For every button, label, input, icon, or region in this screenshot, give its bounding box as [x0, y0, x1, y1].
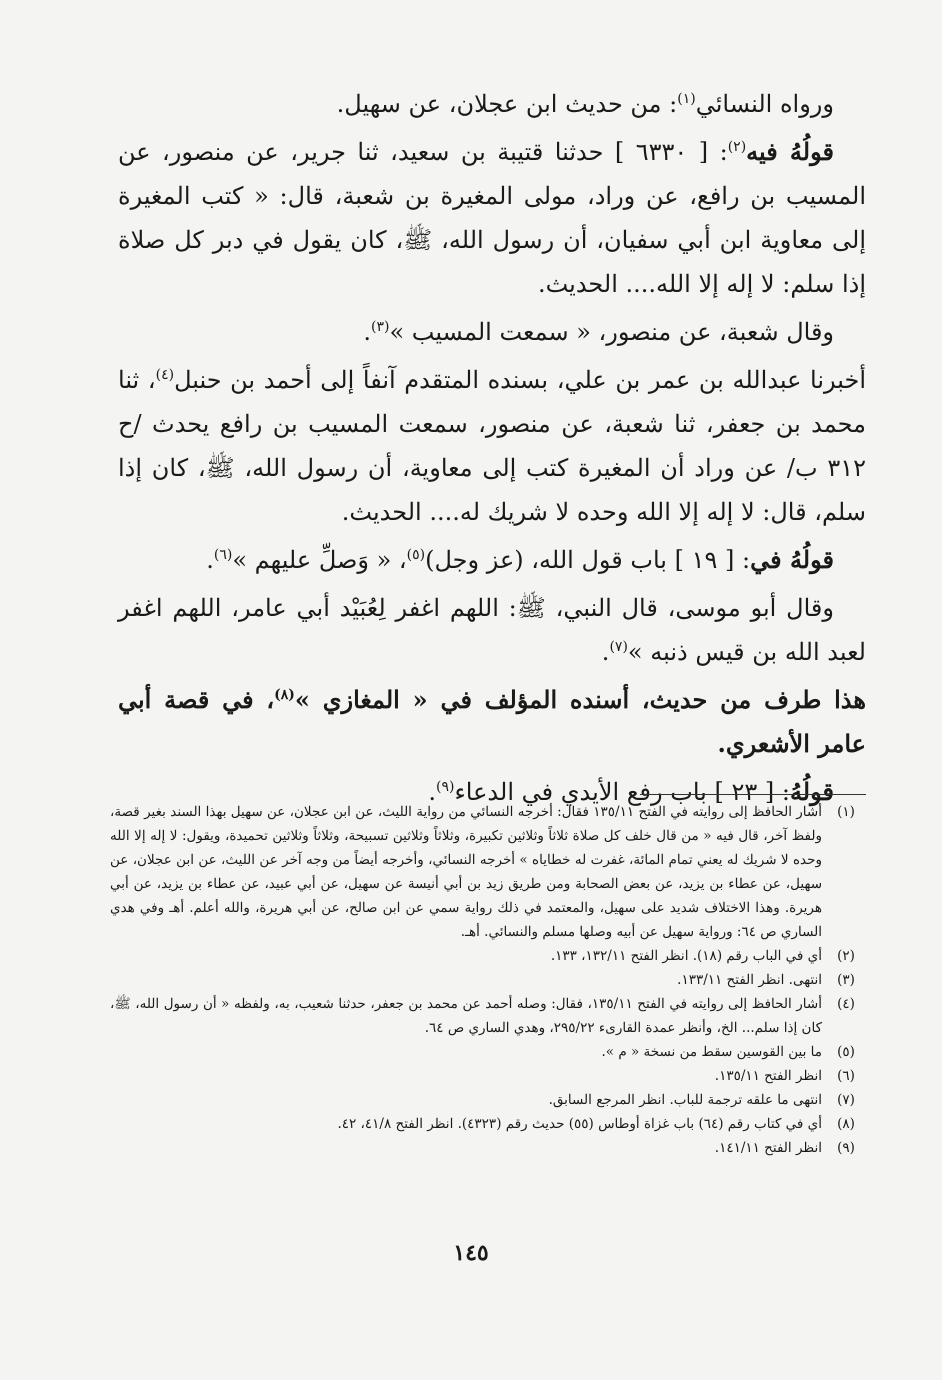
paragraph-1: [118, 82, 866, 126]
p7-rest: ، في قصة أبي عامر الأشعري.: [118, 685, 866, 758]
p3-end: .: [363, 318, 371, 346]
footnote-number: (٦): [837, 1068, 855, 1084]
p4-rest: ، ثنا محمد بن جعفر، ثنا شعبة، عن منصور، سمعت المسيب بن رافع يحدث /ح ٣١٢ ب/ عن وراد أن المغيرة كتب إلى معاوية، أن رسول الله، ﷺ، كان إذا سلم، قال: لا إله إلا الله وحده لا شريك له.... الحديث.: [118, 366, 866, 526]
footnote: [110, 1136, 870, 1160]
footnote-number: (٨): [837, 1116, 855, 1132]
footnote-number: (٧): [837, 1092, 855, 1108]
footnote-ref-9[interactable]: (٩): [436, 779, 455, 795]
footnote-text: أي في الباب رقم (١٨). انظر الفتح ١٣٢/١١، ١٣٣.: [550, 948, 822, 964]
footnote-text: انظر الفتح ١٤١/١١.: [714, 1140, 822, 1156]
footnote-text: انتهى ما علقه ترجمة للباب. انظر المرجع السابق.: [548, 1092, 822, 1108]
p8-end: .: [428, 778, 437, 806]
footnote-number: (٩): [837, 1140, 855, 1156]
footnote-ref-6[interactable]: (٦): [213, 547, 233, 563]
footnote-number: (١): [837, 804, 855, 820]
p2-rest: : [ ٦٣٣٠ ] حدثنا قتيبة بن سعيد، ثنا جرير، عن منصور، عن المسيب بن رافع، عن وراد، مولى المغيرة بن شعبة، قال: « كتب المغيرة إلى معاوية ابن أبي سفيان، أن رسول الله، ﷺ، كان يقول في دبر كل صلاة إذا سلم: لا إله إلا الله.... الحديث.: [118, 138, 866, 298]
p7-text: هذا طرف من حديث، أسنده المؤلف في « المغازي »: [294, 685, 867, 714]
main-text: [118, 82, 866, 818]
p5-mid: ، « وَصلِّ عليهم »: [232, 546, 407, 574]
footnote-text: أشار الحافظ إلى روايته في الفتح ١٣٥/١١، فقال: وصله أحمد عن محمد بن جعفر، حدثنا شعيب، به، ولفظه « أن رسول الله، ﷺ، كان إذا سلم... الخ، وأنظر عمدة القارىء ٢٩٥/٢٢، وهدي الساري ص ٦٤.: [110, 996, 822, 1036]
p5-text: : [ ١٩ ] باب قول الله، (عز وجل): [425, 546, 751, 574]
p5-lead: قولُهُ في: [750, 545, 834, 574]
paragraph-2: [118, 130, 866, 306]
footnote: [110, 968, 870, 992]
footnote: [110, 1064, 870, 1088]
p1-text: ورواه النسائي: [695, 90, 834, 118]
footnote-ref-4[interactable]: (٤): [155, 367, 175, 383]
footnote: [110, 1088, 870, 1112]
paragraph-3: [118, 310, 866, 354]
footnotes: [110, 800, 870, 1160]
paragraph-7: [118, 678, 866, 766]
p8-lead: قولُهُ: [789, 777, 834, 806]
footnote: [110, 944, 870, 968]
footnote-number: (٤): [837, 996, 855, 1012]
footnote-ref-7[interactable]: (٧): [609, 639, 628, 655]
footnote-text: أي في كتاب رقم (٦٤) باب غزاة أوطاس (٥٥) حديث رقم (٤٣٢٣). انظر الفتح ٤١/٨، ٤٢.: [337, 1116, 822, 1132]
footnote-ref-1[interactable]: (١): [677, 91, 696, 107]
footnote: [110, 992, 870, 1040]
footnote-number: (٢): [837, 948, 855, 964]
footnote-number: (٥): [837, 1044, 855, 1060]
p5-end: .: [206, 546, 214, 574]
p6-end: .: [601, 638, 610, 666]
footnote: [110, 1112, 870, 1136]
footnote-text: انتهى. انظر الفتح ١٣٣/١١.: [677, 972, 822, 988]
p3-text: وقال شعبة، عن منصور، « سمعت المسيب »: [389, 318, 834, 346]
footnote-ref-2[interactable]: (٢): [727, 139, 747, 155]
footnote-text: أشار الحافظ إلى روايته في الفتح ١٣٥/١١ فقال: أخرجه النسائي من رواية الليث، عن ابن عجلان، عن سهيل بهذا السند بغير قصة، ولفظ آخر، قال فيه « من قال خلف كل صلاة ثلاثاً وثلاثين تكبيرة، وثلاثاً وثلاثين تسبيحة، وثلاثاً وثلاثين تحميدة، ويقول: لا إله إلا الله وحده لا شريك له يعني تمام المائة، غفرت له خطاياه » أخرجه النسائي، وأخرجه أيضاً من وجه آخر عن الليث، عن ابن عجلان، عن سهيل، عن عطاء بن يزيد، عن بعض الصحابة ومن طريق زيد بن أبي أنيسة عن سهيل، عن أبي عبيد، عن عطاء بن يزيد، عن أبي هريرة. وهذا الاختلاف شديد على سهيل، والمعتمد في ذلك رواية سمي عن ابن صالح، عن أبي هريرة، والله أعلم. أهـ وفي هدي الساري ص ٦٤: ورواية سهيل عن أبيه وصلها مسلم والنسائي. أهـ.: [110, 804, 822, 940]
p8-text: : [ ٢٣ ] باب رفع الأيدي في الدعاء: [454, 778, 790, 806]
footnote: [110, 800, 870, 944]
footnote-ref-5[interactable]: (٥): [406, 547, 426, 563]
footnote-ref-3[interactable]: (٣): [370, 319, 390, 335]
p4-text: أخبرنا عبدالله بن عمر بن علي، بسنده المتقدم آنفاً إلى أحمد بن حنبل: [174, 366, 866, 394]
page-number: ١٤٥: [453, 1240, 489, 1266]
paragraph-4: [118, 358, 866, 534]
p2-lead: قولُهُ فيه: [746, 137, 834, 166]
footnote-text: ما بين القوسين سقط من نسخة « م ».: [601, 1044, 822, 1060]
footnote-number: (٣): [837, 972, 855, 988]
footnote-text: انظر الفتح ١٣٥/١١.: [714, 1068, 822, 1084]
footnote-divider: [640, 794, 866, 795]
footnote: [110, 1040, 870, 1064]
p1-rest: : من حديث ابن عجلان، عن سهيل.: [336, 90, 678, 118]
paragraph-6: [118, 586, 866, 674]
footnote-ref-8[interactable]: (٨): [274, 687, 295, 703]
p6-text: وقال أبو موسى، قال النبي، ﷺ: اللهم اغفر لِعُبَيْد أبي عامر، اللهم اغفر لعبد الله بن قيس ذنبه »: [118, 594, 866, 666]
paragraph-5: [118, 538, 866, 582]
